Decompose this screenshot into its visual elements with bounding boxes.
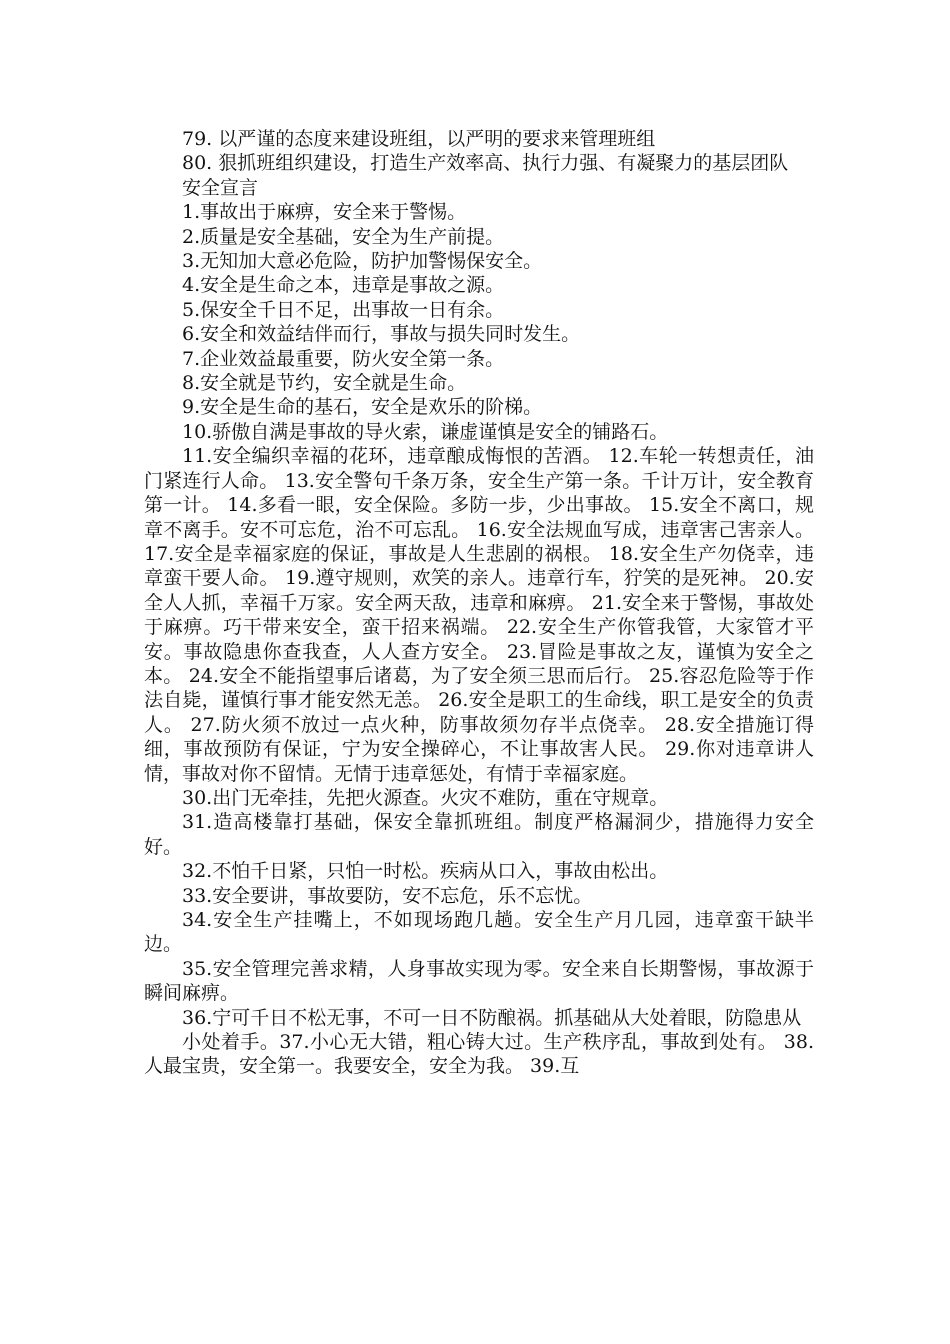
slogans-11-29: 11.安全编织幸福的花环，违章酿成悔恨的苦酒。 12.车轮一转想责任，油门紧连行人命。 13.安全警句千条万条，安全生产第一条。千计万计，安全教育第一计。 14.多看一眼，安全保险。多防一步，少出事故。 15.安全不离口，规章不离手。安不可忘危，治不可忘乱。 16.安全法规血写成，违章害己害亲人。 17.安全是幸福家庭的保证，事故是人生悲剧的祸根。 18.安全生产勿侥幸，违章蛮干要人命。 19.遵守规则，欢笑的亲人。违章行车，狞笑的是死神。 20.安全人人抓，幸福千万家。安全两天敌，违章和麻痹。 21.安全来于警惕，事故处于麻痹。巧干带来安全，蛮干招来祸端。 22.安全生产你管我管，大家管才平安。事故隐患你查我查，人人查方安全。 23.冒险是事故之友，谨慎为安全之本。 24.安全不能指望事后诸葛，为了安全须三思而后行。 25.容忍危险等于作法自毙，谨慎行事才能安然无恙。 26.安全是职工的生命线，职工是安全的负责人。 27.防火须不放过一点火种，防事故须勿存半点侥幸。 28.安全措施订得细，事故预防有保证，宁为安全操碎心，不让事故害人民。 29.你对违章讲人情，事故对你不留情。无情于违章惩处，有情于幸福家庭。 — [144, 445, 814, 785]
paragraph-79: 79. 以严谨的态度来建设班组，以严明的要求来管理班组 — [182, 128, 656, 150]
slogan-8: 8.安全就是节约，安全就是生命。 — [182, 372, 467, 395]
slogan-2: 2.质量是安全基础，安全为生产前提。 — [182, 225, 505, 248]
paragraph-80: 80. 狠抓班组织建设，打造生产效率高、执行力强、有凝聚力的基层团队 — [182, 152, 789, 175]
slogan-36: 36.宁可千日不松无事，不可一日不防酿祸。抓基础从大处着眼，防隐患从 — [182, 1006, 802, 1029]
slogan-9: 9.安全是生命的基石，安全是欢乐的阶梯。 — [182, 396, 543, 419]
slogans-36-39-continued: 小处着手。37.小心无大错，粗心铸大过。生产秩序乱，事故到处有。 38.人最宝贵，安全第一。我要安全，安全为我。 39.互 — [144, 1031, 814, 1078]
section-heading-safety-declaration: 安全宣言 — [182, 176, 259, 199]
slogan-34: 34.安全生产挂嘴上，不如现场跑几趟。安全生产月几园，违章蛮干缺半边。 — [144, 909, 814, 956]
slogan-30: 30.出门无牵挂，先把火源查。火灾不难防，重在守规章。 — [182, 786, 669, 809]
slogan-3: 3.无知加大意必危险，防护加警惕保安全。 — [182, 250, 543, 273]
slogan-35: 35.安全管理完善求精，人身事故实现为零。安全来自长期警惕，事故源于瞬间麻痹。 — [144, 957, 814, 1005]
slogan-10: 10.骄傲自满是事故的导火索，谦虚谨慎是安全的铺路石。 — [182, 420, 669, 443]
slogan-4: 4.安全是生命之本，违章是事故之源。 — [182, 274, 505, 297]
slogan-7: 7.企业效益最重要，防火安全第一条。 — [182, 347, 505, 370]
slogan-33: 33.安全要讲，事故要防，安不忘危，乐不忘忧。 — [182, 884, 593, 907]
slogan-32: 32.不怕千日紧，只怕一时松。疾病从口入，事故由松出。 — [182, 860, 669, 883]
slogan-5: 5.保安全千日不足，出事故一日有余。 — [182, 298, 505, 321]
slogan-31: 31.造高楼靠打基础，保安全靠抓班组。制度严格漏洞少，措施得力安全好。 — [144, 811, 814, 858]
slogan-1: 1.事故出于麻痹，安全来于警惕。 — [182, 201, 467, 224]
slogan-6: 6.安全和效益结伴而行，事故与损失同时发生。 — [182, 323, 581, 346]
document-body — [144, 127, 814, 1079]
